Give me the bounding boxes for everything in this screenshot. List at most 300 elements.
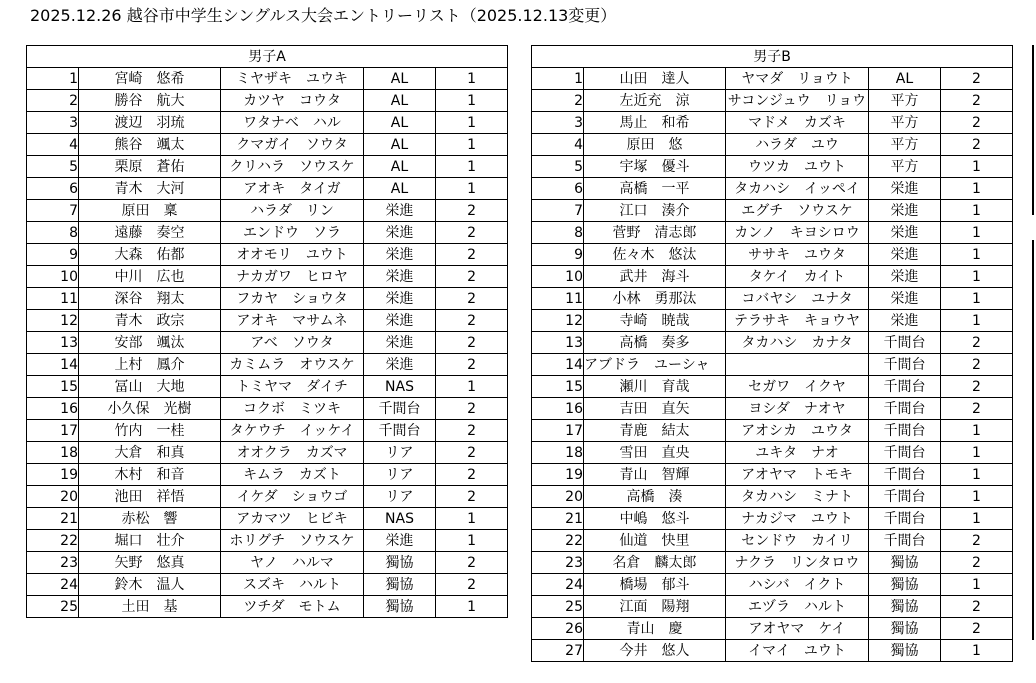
entry-number: 15 bbox=[532, 376, 584, 398]
entry-number: 18 bbox=[532, 442, 584, 464]
table-row bbox=[532, 530, 1013, 552]
player-kana: ホリグチ ソウスケ bbox=[221, 530, 364, 552]
grade: 1 bbox=[941, 486, 1013, 508]
player-name: 山田 達人 bbox=[584, 68, 726, 90]
player-kana: クマガイ ソウタ bbox=[221, 134, 364, 156]
grade: 1 bbox=[941, 178, 1013, 200]
entry-number: 5 bbox=[27, 156, 79, 178]
grade: 2 bbox=[436, 288, 508, 310]
grade: 1 bbox=[941, 156, 1013, 178]
team-name: リア bbox=[364, 464, 436, 486]
entry-number: 3 bbox=[532, 112, 584, 134]
player-kana: ナクラ リンタロウ bbox=[726, 552, 869, 574]
table-row bbox=[532, 508, 1013, 530]
player-name: 安部 颯汰 bbox=[79, 332, 221, 354]
entry-number: 9 bbox=[27, 244, 79, 266]
table-row bbox=[27, 288, 508, 310]
player-name: 熊谷 颯太 bbox=[79, 134, 221, 156]
team-name: AL bbox=[364, 134, 436, 156]
table-header-boys-b: 男子B bbox=[532, 46, 1013, 68]
player-name: 池田 祥悟 bbox=[79, 486, 221, 508]
entry-number: 16 bbox=[532, 398, 584, 420]
team-name: 千間台 bbox=[364, 420, 436, 442]
team-name: 栄進 bbox=[869, 200, 941, 222]
team-name: 栄進 bbox=[364, 200, 436, 222]
entry-number: 17 bbox=[27, 420, 79, 442]
player-kana: フカヤ ショウタ bbox=[221, 288, 364, 310]
player-name: 原田 悠 bbox=[584, 134, 726, 156]
entry-number: 2 bbox=[532, 90, 584, 112]
entry-number: 25 bbox=[532, 596, 584, 618]
team-name: AL bbox=[869, 68, 941, 90]
entry-number: 4 bbox=[27, 134, 79, 156]
player-kana: ナカガワ ヒロヤ bbox=[221, 266, 364, 288]
grade: 2 bbox=[941, 552, 1013, 574]
entry-number: 27 bbox=[532, 640, 584, 662]
entry-number: 16 bbox=[27, 398, 79, 420]
grade: 1 bbox=[436, 530, 508, 552]
player-name: 原田 稟 bbox=[79, 200, 221, 222]
entry-number: 5 bbox=[532, 156, 584, 178]
entry-number: 26 bbox=[532, 618, 584, 640]
player-name: 遠藤 奏空 bbox=[79, 222, 221, 244]
player-kana: コクボ ミツキ bbox=[221, 398, 364, 420]
grade: 1 bbox=[436, 178, 508, 200]
table-row bbox=[27, 266, 508, 288]
grade: 2 bbox=[941, 332, 1013, 354]
table-row bbox=[532, 310, 1013, 332]
player-name: 高橋 一平 bbox=[584, 178, 726, 200]
team-name: 千間台 bbox=[869, 398, 941, 420]
grade: 2 bbox=[436, 442, 508, 464]
entry-number: 9 bbox=[532, 244, 584, 266]
table-row bbox=[27, 178, 508, 200]
grade: 1 bbox=[941, 310, 1013, 332]
team-name: AL bbox=[364, 112, 436, 134]
entry-number: 23 bbox=[532, 552, 584, 574]
table-row bbox=[27, 222, 508, 244]
table-row bbox=[532, 112, 1013, 134]
grade: 2 bbox=[436, 420, 508, 442]
table-row bbox=[27, 354, 508, 376]
team-name: 栄進 bbox=[364, 310, 436, 332]
player-name: 宇塚 優斗 bbox=[584, 156, 726, 178]
entry-number: 12 bbox=[27, 310, 79, 332]
player-name: 武井 海斗 bbox=[584, 266, 726, 288]
team-name: 獨協 bbox=[364, 552, 436, 574]
table-row bbox=[532, 464, 1013, 486]
player-name: 橋場 郁斗 bbox=[584, 574, 726, 596]
grade: 1 bbox=[436, 68, 508, 90]
player-kana: オオクラ カズマ bbox=[221, 442, 364, 464]
player-name: 雪田 直央 bbox=[584, 442, 726, 464]
entry-number: 19 bbox=[27, 464, 79, 486]
grade: 2 bbox=[436, 552, 508, 574]
player-name: 青山 智輝 bbox=[584, 464, 726, 486]
grade: 2 bbox=[436, 486, 508, 508]
grade: 2 bbox=[436, 574, 508, 596]
grade: 1 bbox=[941, 464, 1013, 486]
player-name: 瀬川 育哉 bbox=[584, 376, 726, 398]
player-name: 青木 大河 bbox=[79, 178, 221, 200]
player-name: 小林 勇那汰 bbox=[584, 288, 726, 310]
player-name: 小久保 光樹 bbox=[79, 398, 221, 420]
table-row bbox=[532, 332, 1013, 354]
grade: 2 bbox=[436, 244, 508, 266]
team-name: 平方 bbox=[869, 134, 941, 156]
player-name: 勝谷 航大 bbox=[79, 90, 221, 112]
team-name: 獨協 bbox=[869, 640, 941, 662]
player-name: 大森 佑都 bbox=[79, 244, 221, 266]
player-kana: コバヤシ ユナタ bbox=[726, 288, 869, 310]
table-row bbox=[27, 464, 508, 486]
entry-table-boys-a bbox=[26, 45, 508, 618]
player-name: 堀口 壮介 bbox=[79, 530, 221, 552]
player-name: 馬止 和希 bbox=[584, 112, 726, 134]
entry-number: 20 bbox=[27, 486, 79, 508]
entry-number: 12 bbox=[532, 310, 584, 332]
team-name: 栄進 bbox=[364, 222, 436, 244]
player-kana: オオモリ ユウト bbox=[221, 244, 364, 266]
player-kana: マドメ カズキ bbox=[726, 112, 869, 134]
player-kana: タケウチ イッケイ bbox=[221, 420, 364, 442]
player-name: 渡辺 羽琉 bbox=[79, 112, 221, 134]
player-name: 冨山 大地 bbox=[79, 376, 221, 398]
entry-number: 7 bbox=[27, 200, 79, 222]
player-kana: ササキ ユウタ bbox=[726, 244, 869, 266]
grade: 1 bbox=[941, 574, 1013, 596]
player-name: 木村 和音 bbox=[79, 464, 221, 486]
player-name: 高橋 奏多 bbox=[584, 332, 726, 354]
table-row bbox=[532, 68, 1013, 90]
team-name: NAS bbox=[364, 376, 436, 398]
player-name: 今井 悠人 bbox=[584, 640, 726, 662]
player-kana: キムラ カズト bbox=[221, 464, 364, 486]
player-name: 左近充 涼 bbox=[584, 90, 726, 112]
entry-number: 13 bbox=[532, 332, 584, 354]
team-name: AL bbox=[364, 90, 436, 112]
table-row bbox=[532, 200, 1013, 222]
team-name: 栄進 bbox=[364, 530, 436, 552]
grade: 2 bbox=[436, 222, 508, 244]
grade: 1 bbox=[941, 266, 1013, 288]
player-kana: ヨシダ ナオヤ bbox=[726, 398, 869, 420]
team-name: 千間台 bbox=[869, 420, 941, 442]
player-name: 佐々木 悠汰 bbox=[584, 244, 726, 266]
entry-number: 7 bbox=[532, 200, 584, 222]
team-name: 栄進 bbox=[364, 244, 436, 266]
table-row bbox=[532, 244, 1013, 266]
player-kana: アカマツ ヒビキ bbox=[221, 508, 364, 530]
table-row bbox=[532, 90, 1013, 112]
team-name: 千間台 bbox=[869, 442, 941, 464]
team-name: リア bbox=[364, 442, 436, 464]
grade: 1 bbox=[941, 640, 1013, 662]
player-name: 青山 慶 bbox=[584, 618, 726, 640]
grade: 2 bbox=[436, 200, 508, 222]
player-kana: ナカジマ ユウト bbox=[726, 508, 869, 530]
grade: 2 bbox=[941, 90, 1013, 112]
player-name: 江面 陽翔 bbox=[584, 596, 726, 618]
player-kana: アオヤマ ケイ bbox=[726, 618, 869, 640]
grade: 2 bbox=[941, 618, 1013, 640]
player-kana: アオキ タイガ bbox=[221, 178, 364, 200]
player-kana: スズキ ハルト bbox=[221, 574, 364, 596]
entry-number: 8 bbox=[27, 222, 79, 244]
grade: 1 bbox=[941, 244, 1013, 266]
player-kana: タカハシ カナタ bbox=[726, 332, 869, 354]
table-row bbox=[532, 178, 1013, 200]
player-kana: ウツカ ユウト bbox=[726, 156, 869, 178]
table-row bbox=[27, 508, 508, 530]
player-kana: タカハシ ミナト bbox=[726, 486, 869, 508]
player-kana: アオヤマ トモキ bbox=[726, 464, 869, 486]
entry-number: 6 bbox=[532, 178, 584, 200]
player-kana: アオキ マサムネ bbox=[221, 310, 364, 332]
grade: 2 bbox=[436, 310, 508, 332]
player-kana: ヤマダ リョウト bbox=[726, 68, 869, 90]
player-kana: ハシバ イクト bbox=[726, 574, 869, 596]
team-name: 千間台 bbox=[869, 486, 941, 508]
table-row bbox=[532, 222, 1013, 244]
player-name: 鈴木 温人 bbox=[79, 574, 221, 596]
player-name: 青鹿 結太 bbox=[584, 420, 726, 442]
table-header-boys-a: 男子A bbox=[27, 46, 508, 68]
entry-number: 8 bbox=[532, 222, 584, 244]
player-kana: クリハラ ソウスケ bbox=[221, 156, 364, 178]
table-row bbox=[27, 200, 508, 222]
entry-number: 18 bbox=[27, 442, 79, 464]
table-row bbox=[27, 310, 508, 332]
table-row bbox=[532, 156, 1013, 178]
team-name: NAS bbox=[364, 508, 436, 530]
table-row bbox=[27, 376, 508, 398]
team-name: 千間台 bbox=[869, 530, 941, 552]
entry-number: 10 bbox=[27, 266, 79, 288]
player-name: 赤松 響 bbox=[79, 508, 221, 530]
grade: 2 bbox=[941, 134, 1013, 156]
entry-number: 10 bbox=[532, 266, 584, 288]
grade: 1 bbox=[436, 156, 508, 178]
player-kana: センドウ カイリ bbox=[726, 530, 869, 552]
player-kana: テラサキ キョウヤ bbox=[726, 310, 869, 332]
entry-number: 24 bbox=[532, 574, 584, 596]
table-row bbox=[532, 574, 1013, 596]
player-name: アブドラ ユーシャ bbox=[584, 354, 726, 376]
table-row bbox=[27, 530, 508, 552]
entry-number: 24 bbox=[27, 574, 79, 596]
player-kana: エヅラ ハルト bbox=[726, 596, 869, 618]
table-row bbox=[27, 442, 508, 464]
team-name: 栄進 bbox=[869, 244, 941, 266]
player-kana: カミムラ オウスケ bbox=[221, 354, 364, 376]
player-kana: サコンジュウ リョウ bbox=[726, 90, 869, 112]
grade: 1 bbox=[436, 90, 508, 112]
player-name: 寺崎 暁哉 bbox=[584, 310, 726, 332]
team-name: 平方 bbox=[869, 90, 941, 112]
player-name: 大倉 和真 bbox=[79, 442, 221, 464]
team-name: 千間台 bbox=[869, 508, 941, 530]
player-name: 中嶋 悠斗 bbox=[584, 508, 726, 530]
team-name: 栄進 bbox=[869, 178, 941, 200]
table-row bbox=[532, 618, 1013, 640]
player-kana: ハラダ ユウ bbox=[726, 134, 869, 156]
grade: 2 bbox=[436, 354, 508, 376]
player-kana: タカハシ イッペイ bbox=[726, 178, 869, 200]
table-row bbox=[27, 112, 508, 134]
grade: 2 bbox=[941, 398, 1013, 420]
table-row bbox=[532, 376, 1013, 398]
player-kana: カンノ キヨシロウ bbox=[726, 222, 869, 244]
table-row bbox=[27, 156, 508, 178]
player-kana: ワタナベ ハル bbox=[221, 112, 364, 134]
entry-number: 14 bbox=[27, 354, 79, 376]
grade: 2 bbox=[436, 464, 508, 486]
team-name: 獨協 bbox=[869, 596, 941, 618]
table-row bbox=[27, 552, 508, 574]
team-name: 獨協 bbox=[869, 552, 941, 574]
team-name: 栄進 bbox=[869, 288, 941, 310]
entry-table-boys-b bbox=[531, 45, 1013, 662]
team-name: 栄進 bbox=[364, 266, 436, 288]
entry-number: 11 bbox=[532, 288, 584, 310]
grade: 1 bbox=[941, 420, 1013, 442]
entry-number: 11 bbox=[27, 288, 79, 310]
grade: 1 bbox=[436, 112, 508, 134]
table-row bbox=[532, 486, 1013, 508]
player-kana: セガワ イクヤ bbox=[726, 376, 869, 398]
player-name: 高橋 湊 bbox=[584, 486, 726, 508]
player-kana: エグチ ソウスケ bbox=[726, 200, 869, 222]
grade: 1 bbox=[436, 508, 508, 530]
sheet-edge-line bbox=[1032, 240, 1034, 640]
entry-number: 3 bbox=[27, 112, 79, 134]
player-name: 竹内 一桂 bbox=[79, 420, 221, 442]
grade: 2 bbox=[436, 398, 508, 420]
team-name: 獨協 bbox=[869, 574, 941, 596]
team-name: 平方 bbox=[869, 112, 941, 134]
entry-number: 22 bbox=[532, 530, 584, 552]
team-name: 栄進 bbox=[869, 266, 941, 288]
grade: 2 bbox=[941, 68, 1013, 90]
player-name: 矢野 悠真 bbox=[79, 552, 221, 574]
team-name: リア bbox=[364, 486, 436, 508]
table-row bbox=[532, 354, 1013, 376]
team-name: 千間台 bbox=[869, 354, 941, 376]
grade: 2 bbox=[941, 530, 1013, 552]
team-name: 千間台 bbox=[869, 332, 941, 354]
table-row bbox=[27, 398, 508, 420]
entry-number: 22 bbox=[27, 530, 79, 552]
player-kana: タケイ カイト bbox=[726, 266, 869, 288]
player-kana bbox=[726, 354, 869, 376]
player-name: 菅野 清志郎 bbox=[584, 222, 726, 244]
entry-number: 2 bbox=[27, 90, 79, 112]
grade: 2 bbox=[941, 112, 1013, 134]
player-kana: イケダ ショウゴ bbox=[221, 486, 364, 508]
entry-number: 6 bbox=[27, 178, 79, 200]
grade: 2 bbox=[941, 376, 1013, 398]
team-name: AL bbox=[364, 156, 436, 178]
player-name: 仙道 快里 bbox=[584, 530, 726, 552]
table-row bbox=[532, 134, 1013, 156]
entry-number: 1 bbox=[27, 68, 79, 90]
entry-number: 4 bbox=[532, 134, 584, 156]
sheet-edge-line bbox=[1032, 45, 1034, 215]
player-kana: ユキタ ナオ bbox=[726, 442, 869, 464]
table-row bbox=[532, 288, 1013, 310]
entry-number: 19 bbox=[532, 464, 584, 486]
team-name: 獨協 bbox=[869, 618, 941, 640]
team-name: 千間台 bbox=[364, 398, 436, 420]
player-name: 栗原 蒼佑 bbox=[79, 156, 221, 178]
grade: 2 bbox=[436, 332, 508, 354]
grade: 1 bbox=[941, 222, 1013, 244]
team-name: 平方 bbox=[869, 156, 941, 178]
table-row bbox=[27, 486, 508, 508]
player-name: 土田 基 bbox=[79, 596, 221, 618]
entry-number: 21 bbox=[532, 508, 584, 530]
player-name: 宮崎 悠希 bbox=[79, 68, 221, 90]
player-kana: カツヤ コウタ bbox=[221, 90, 364, 112]
grade: 2 bbox=[941, 596, 1013, 618]
table-row bbox=[532, 266, 1013, 288]
entry-number: 21 bbox=[27, 508, 79, 530]
table-row bbox=[532, 596, 1013, 618]
table-row bbox=[532, 398, 1013, 420]
player-name: 中川 広也 bbox=[79, 266, 221, 288]
table-row bbox=[27, 596, 508, 618]
team-name: 千間台 bbox=[869, 464, 941, 486]
player-kana: エンドウ ソラ bbox=[221, 222, 364, 244]
table-row bbox=[532, 640, 1013, 662]
player-name: 上村 鳳介 bbox=[79, 354, 221, 376]
player-kana: アベ ソウタ bbox=[221, 332, 364, 354]
entry-number: 20 bbox=[532, 486, 584, 508]
team-name: 栄進 bbox=[364, 332, 436, 354]
player-name: 青木 政宗 bbox=[79, 310, 221, 332]
table-row bbox=[27, 68, 508, 90]
player-kana: ミヤザキ ユウキ bbox=[221, 68, 364, 90]
player-kana: イマイ ユウト bbox=[726, 640, 869, 662]
table-row bbox=[532, 442, 1013, 464]
grade: 1 bbox=[941, 442, 1013, 464]
grade: 2 bbox=[941, 354, 1013, 376]
player-kana: ヤノ ハルマ bbox=[221, 552, 364, 574]
grade: 1 bbox=[436, 376, 508, 398]
team-name: 栄進 bbox=[364, 354, 436, 376]
grade: 1 bbox=[436, 134, 508, 156]
team-name: 栄進 bbox=[869, 222, 941, 244]
player-kana: トミヤマ ダイチ bbox=[221, 376, 364, 398]
team-name: AL bbox=[364, 178, 436, 200]
team-name: 栄進 bbox=[364, 288, 436, 310]
table-row bbox=[27, 574, 508, 596]
entry-number: 25 bbox=[27, 596, 79, 618]
table-row bbox=[27, 134, 508, 156]
player-name: 名倉 麟太郎 bbox=[584, 552, 726, 574]
grade: 1 bbox=[941, 200, 1013, 222]
team-name: 千間台 bbox=[869, 376, 941, 398]
team-name: 獨協 bbox=[364, 574, 436, 596]
player-kana: アオシカ ユウタ bbox=[726, 420, 869, 442]
entry-number: 23 bbox=[27, 552, 79, 574]
table-row bbox=[27, 332, 508, 354]
player-kana: ツチダ モトム bbox=[221, 596, 364, 618]
grade: 1 bbox=[941, 508, 1013, 530]
grade: 2 bbox=[436, 266, 508, 288]
table-row bbox=[532, 552, 1013, 574]
